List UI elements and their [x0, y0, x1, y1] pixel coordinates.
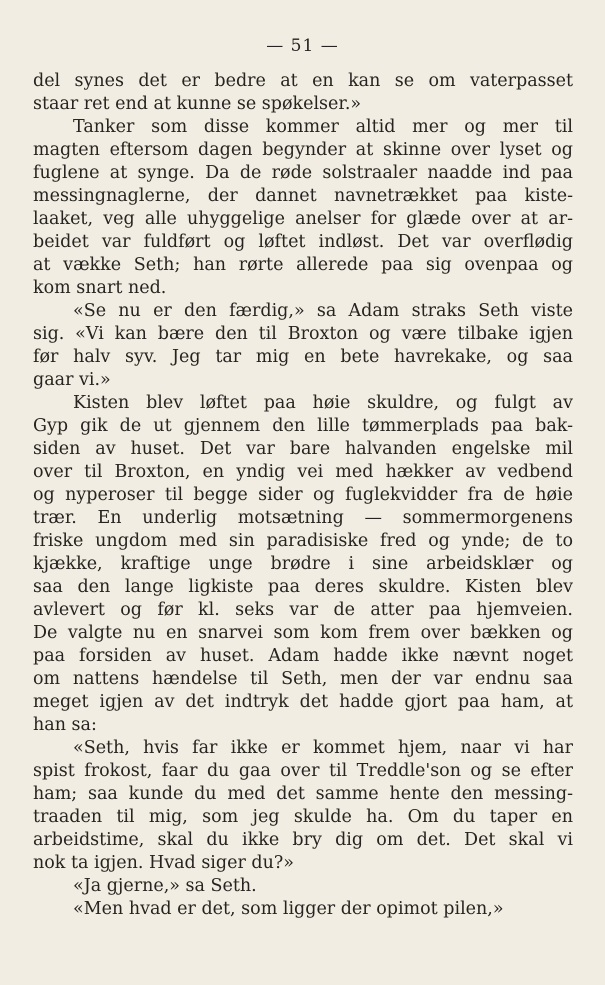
text-line: før halv syv. Jeg tar mig en bete havrekake, og saa — [33, 347, 573, 367]
text-line: nok ta igjen. Hvad siger du?» — [33, 853, 294, 873]
text-line: «Men hvad er det, som ligger der opimot pilen,» — [73, 899, 504, 919]
text-line: trær. En underlig motsætning — sommermorgenens — [33, 508, 573, 528]
text-line: beidet var fuldført og løftet indløst. Det var overflødig — [33, 232, 573, 252]
text-line: laaket, veg alle uhyggelige anelser for glæde over at ar- — [33, 209, 573, 229]
text-line: spist frokost, faar du gaa over til Treddle'son og se efter — [33, 761, 573, 781]
text-line: paa forsiden av huset. Adam hadde ikke nævnt noget — [33, 646, 573, 666]
text-line: over til Broxton, en yndig vei med hækker av vedbend — [33, 462, 573, 482]
text-line: saa den lange ligkiste paa deres skuldre. Kisten blev — [33, 577, 573, 597]
text-line: meget igjen av det indtryk det hadde gjort paa ham, at — [33, 692, 573, 712]
text-line: Kisten blev løftet paa høie skuldre, og fulgt av — [73, 393, 573, 413]
text-line: Tanker som disse kommer altid mer og mer til — [73, 117, 573, 137]
text-line: avlevert og før kl. seks var de atter paa hjemveien. — [33, 600, 573, 620]
text-line: «Ja gjerne,» sa Seth. — [73, 876, 257, 896]
text-line: «Seth, hvis far ikke er kommet hjem, naar vi har — [73, 738, 573, 758]
text-line: messingnaglerne, der dannet navnetrækket paa kiste- — [33, 186, 573, 206]
text-line: De valgte nu en snarvei som kom frem over bækken og — [33, 623, 573, 643]
text-line: magten eftersom dagen begynder at skinne over lyset og — [33, 140, 573, 160]
text-line: og nyperoser til begge sider og fuglekvidder fra de høie — [33, 485, 573, 505]
text-line: gaar vi.» — [33, 370, 111, 390]
text-line: staar ret end at kunne se spøkelser.» — [33, 94, 362, 114]
text-line: del synes det er bedre at en kan se om vaterpasset — [33, 71, 573, 91]
text-line: fuglene at synge. Da de røde solstraaler naadde ind paa — [33, 163, 573, 183]
text-line: ham; saa kunde du med det samme hente den messing- — [33, 784, 573, 804]
text-line: om nattens hændelse til Seth, men der var endnu saa — [33, 669, 573, 689]
text-line: kjække, kraftige unge brødre i sine arbeidsklær og — [33, 554, 573, 574]
text-line: kom snart ned. — [33, 278, 167, 298]
text-line: Gyp gik de ut gjennem den lille tømmerplads paa bak- — [33, 416, 573, 436]
text-line: traaden til mig, som jeg skulde ha. Om du taper en — [33, 807, 573, 827]
text-line: siden av huset. Det var bare halvanden engelske mil — [33, 439, 573, 459]
page-number: — 51 — — [266, 36, 339, 56]
text-line: at vække Seth; han rørte allerede paa sig ovenpaa og — [33, 255, 573, 275]
text-line: friske ungdom med sin paradisiske fred og ynde; de to — [33, 531, 573, 551]
text-line: han sa: — [33, 715, 97, 735]
text-line: «Se nu er den færdig,» sa Adam straks Seth viste — [73, 301, 573, 321]
text-line: arbeidstime, skal du ikke bry dig om det. Det skal vi — [33, 830, 573, 850]
text-line: sig. «Vi kan bære den til Broxton og være tilbake igjen — [33, 324, 573, 344]
